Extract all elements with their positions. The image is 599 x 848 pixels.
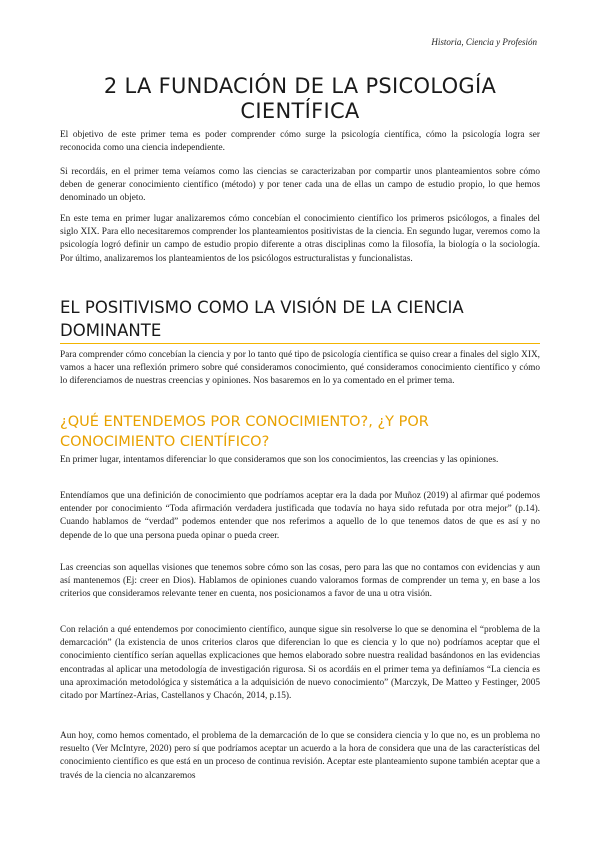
section-title: EL POSITIVISMO COMO LA VISIÓN DE LA CIENCIA DOMINANTE: [60, 298, 464, 340]
intro-paragraph-3: En este tema en primer lugar analizaremos cómo concebían el conocimiento científico los primeros psicólogos, a finales del siglo XIX. Para ello necesitaremos comprender los planteamientos positivistas de la ciencia. En segundo lugar, veremos como la psicología logró definir un campo de estudio propio diferente a otras disciplinas como la filosofía, la biología o la sociología. Por último, analizaremos los planteamientos de los psicólogos estructuralistas y funcionalistas.: [60, 214, 540, 264]
intro-paragraph-2: Si recordáis, en el primer tema veíamos como las ciencias se caracterizaban por compartir unos planteamientos sobre cómo deben de generar conocimiento científico (método) y por tener cada una de ellas un campo de estudio propio, lo que hemos denominado un objeto.: [60, 167, 540, 204]
chapter-title: 2 LA FUNDACIÓN DE LA PSICOLOGÍA CIENTÍFICA: [103, 74, 497, 123]
body-paragraph-3: Las creencias son aquellas visiones que tenemos sobre cómo son las cosas, pero para las que no contamos con evidencias y aun así mantenemos (Ej: creer en Dios). Hablamos de opiniones cuando valoramos formas de comprender un tema y, en base a los criterios que consideramos relevante tener en cuenta, nos posicionamos a favor de una u otra visión.: [60, 563, 540, 600]
running-header: Historia, Ciencia y Profesión: [431, 37, 537, 47]
section-underline: [60, 343, 540, 344]
subsection-title: ¿QUÉ ENTENDEMOS POR CONOCIMIENTO?, ¿Y POR CONOCIMIENTO CIENTÍFICO?: [60, 414, 429, 450]
body-paragraph-1: En primer lugar, intentamos diferenciar lo que consideramos que son los conocimientos, las creencias y las opiniones.: [60, 455, 499, 465]
body-paragraph-4: Con relación a qué entendemos por conocimiento científico, aunque sigue sin resolverse lo que se denomina el “problema de la demarcación” (la existencia de unos criterios claros que diferencian lo que es ciencia y lo que no) podríamos aceptar que el conocimiento científico serían aquellas explicaciones que hemos elaborado sobre nuestra realidad basándonos en las evidencias encontradas al aplicar una metodología de investigación rigurosa. Si os acordáis en el primer tema ya definíamos “La ciencia es una aproximación metodológica y sistemática a la adquisición de nuevo conocimiento” (Marczyk, De Matteo y Festinger, 2005 citado por Martínez-Arias, Castellanos y Chacón, 2014, p.15).: [60, 625, 540, 702]
body-paragraph-5: Aun hoy, como hemos comentado, el problema de la demarcación de lo que se considera ciencia y lo que no, es un problema no resuelto (Ver McIntyre, 2020) pero sí que podríamos aceptar un acuerdo a la hora de considera que una de las características del conocimiento científico es que está en un proceso de continua revisión. Aceptar este planteamiento supone también aceptar que a través de la ciencia no alcanzaremos: [60, 731, 540, 781]
section-paragraph: Para comprender cómo concebían la ciencia y por lo tanto qué tipo de psicología científica se quiso crear a finales del siglo XIX, vamos a hacer una reflexión primero sobre qué consideramos conocimiento, qué consideramos conocimiento científico y cómo lo diferenciamos de nuestras creencias y opiniones. Nos basaremos en lo ya comentado en el primer tema.: [60, 350, 540, 387]
body-paragraph-2: Entendíamos que una definición de conocimiento que podríamos aceptar era la dada por Muñoz (2019) al afirmar qué podemos entender por conocimiento “Toda afirmación verdadera justificada que todavía no haya sido refutada por otra mejor” (p.14). Cuando hablamos de “verdad” podemos entender que nos referimos a aquello de lo que tenemos datos de que es así y no depende de lo que una persona pueda opinar o pueda creer.: [60, 491, 540, 541]
intro-paragraph-1: El objetivo de este primer tema es poder comprender cómo surge la psicología científica, cómo la psicología logra ser reconocida como una ciencia independiente.: [60, 130, 540, 154]
